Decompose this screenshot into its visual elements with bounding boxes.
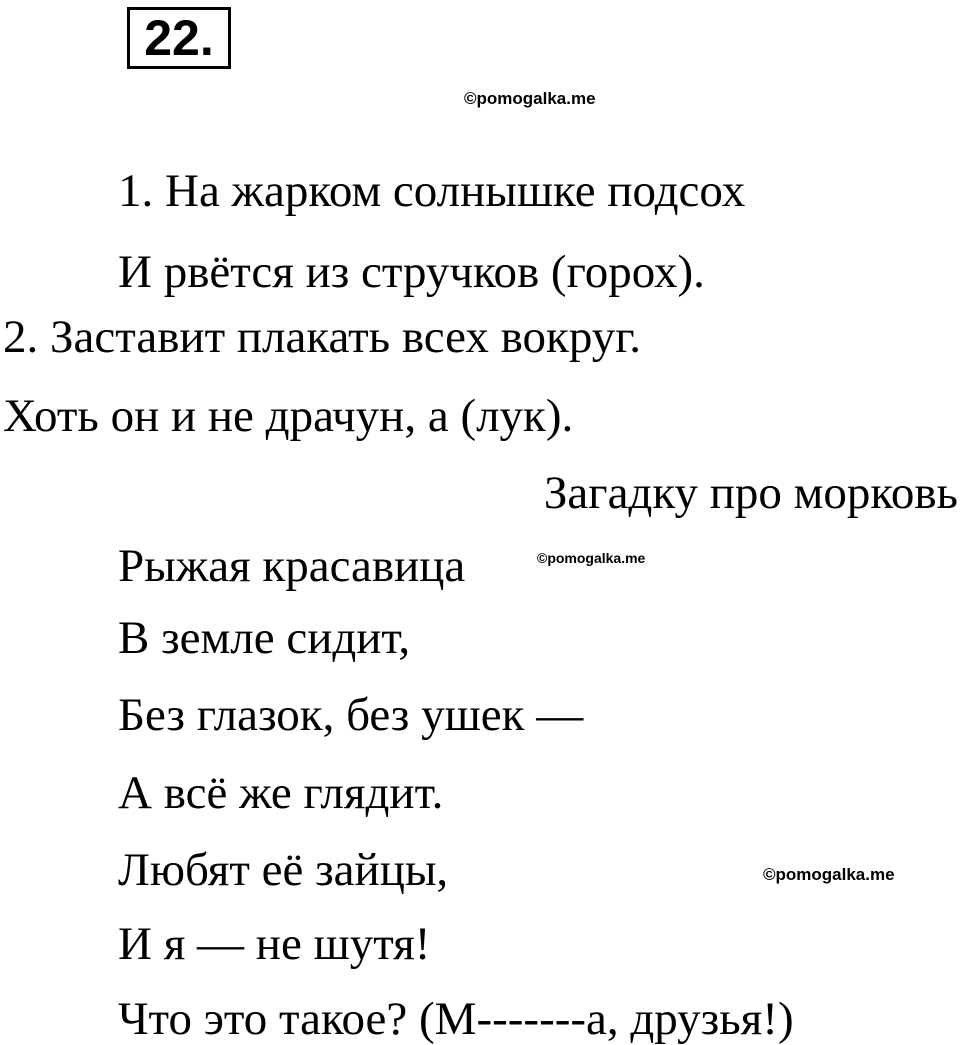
poem-line: Без глазок, без ушек — xyxy=(118,689,584,741)
carrot-riddle-heading: Загадку про морковь xyxy=(543,467,958,519)
poem-line: Рыжая красавица xyxy=(118,540,466,592)
riddle-2-line-2: Хоть он и не драчун, а (лук). xyxy=(3,390,574,442)
poem-line: Что это такое? (М-------а, друзья!) xyxy=(118,993,794,1045)
riddle-1-line-1: 1. На жарком солнышке подсох xyxy=(118,165,746,217)
poem-line: В земле сидит, xyxy=(118,612,411,664)
riddle-2-line-1: 2. Заставит плакать всех вокруг. xyxy=(3,311,641,363)
watermark: ©pomogalka.me xyxy=(537,550,646,566)
watermark: ©pomogalka.me xyxy=(763,865,895,884)
task-number-badge: 22. xyxy=(127,7,231,69)
poem-line: И я — не шутя! xyxy=(118,918,431,970)
riddle-1-line-2: И рвётся из стручков (горох). xyxy=(118,246,705,298)
poem-line: А всё же глядит. xyxy=(118,767,444,819)
watermark: ©pomogalka.me xyxy=(464,89,596,108)
poem-line: Любят её зайцы, xyxy=(118,844,449,896)
